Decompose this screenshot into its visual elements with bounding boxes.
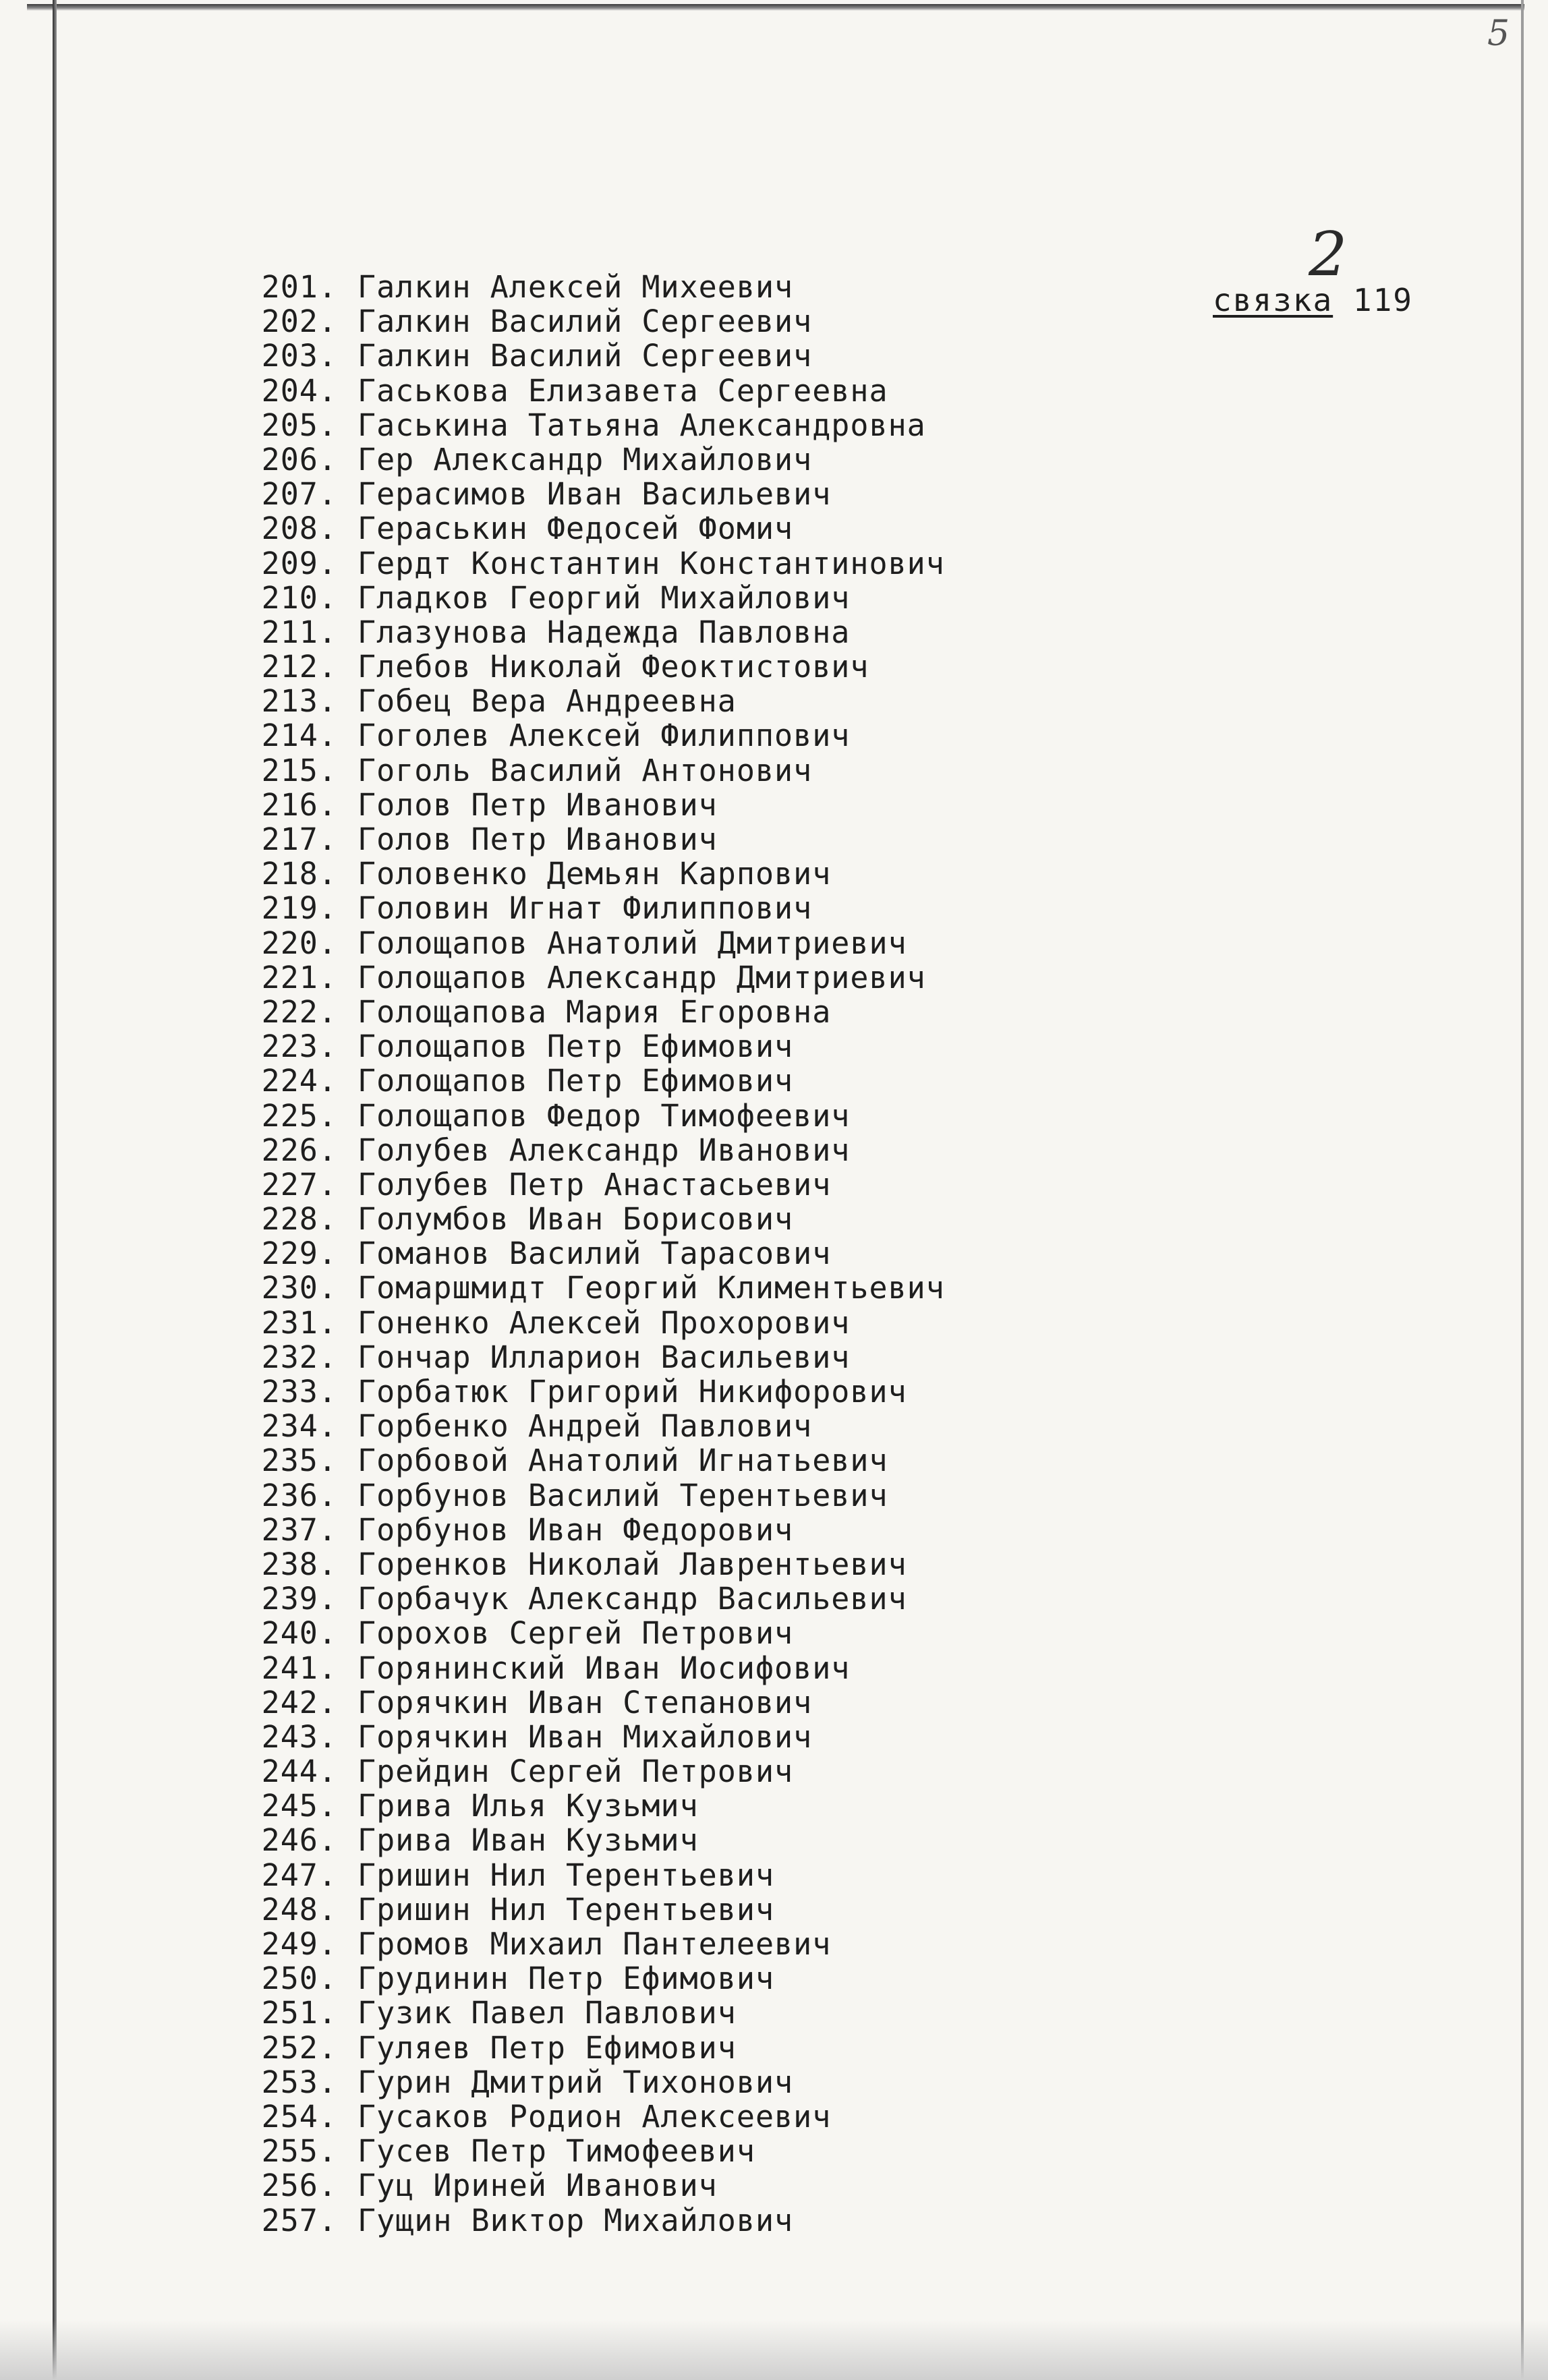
list-item bbox=[236, 684, 1315, 718]
entry-name: Гуц Ириней Иванович bbox=[357, 2168, 718, 2204]
list-item bbox=[236, 1374, 1315, 1409]
entry-number: 253. bbox=[261, 2064, 337, 2100]
entry-name: Голумбов Иван Борисович bbox=[357, 1201, 794, 1238]
entry-name: Головенко Демьян Карпович bbox=[357, 856, 832, 892]
entry-number: 220. bbox=[261, 925, 337, 961]
entry-name: Галкин Алексей Михеевич bbox=[357, 269, 794, 305]
entry-number: 243. bbox=[261, 1718, 337, 1755]
entry-name: Голощапов Федор Тимофеевич bbox=[357, 1097, 851, 1134]
entry-name: Громов Михаил Пантелеевич bbox=[357, 1926, 832, 1962]
entry-name: Голощапов Анатолий Дмитриевич bbox=[357, 925, 907, 961]
entry-number: 212. bbox=[261, 649, 337, 685]
list-item bbox=[236, 270, 1315, 304]
list-item bbox=[236, 891, 1315, 925]
entry-number: 237. bbox=[261, 1511, 337, 1548]
entry-number: 231. bbox=[261, 1304, 337, 1341]
list-item bbox=[236, 995, 1315, 1029]
list-item bbox=[236, 1754, 1315, 1789]
list-item bbox=[236, 753, 1315, 788]
entry-number: 232. bbox=[261, 1339, 337, 1375]
list-item bbox=[236, 546, 1315, 581]
list-item bbox=[236, 1720, 1315, 1754]
list-item bbox=[236, 2099, 1315, 2134]
entry-name: Гоненко Алексей Прохорович bbox=[357, 1304, 851, 1341]
list-item bbox=[236, 374, 1315, 408]
entry-name: Голощапов Петр Ефимович bbox=[357, 1028, 794, 1065]
entry-name: Голубев Александр Иванович bbox=[357, 1132, 851, 1168]
list-item bbox=[236, 1823, 1315, 1857]
entry-name: Голощапова Мария Егоровна bbox=[357, 993, 832, 1030]
list-item bbox=[236, 511, 1315, 546]
entry-name: Горянинский Иван Иосифович bbox=[357, 1650, 851, 1686]
entry-name: Гузик Павел Павлович bbox=[357, 1995, 737, 2031]
entry-name: Горбовой Анатолий Игнатьевич bbox=[357, 1443, 888, 1479]
entry-name: Гаськова Елизавета Сергеевна bbox=[357, 372, 888, 409]
top-edge-rule bbox=[27, 4, 1524, 11]
entry-name: Гущин Виктор Михайлович bbox=[357, 2202, 794, 2238]
entry-number: 247. bbox=[261, 1857, 337, 1893]
entry-number: 225. bbox=[261, 1097, 337, 1134]
entry-number: 233. bbox=[261, 1374, 337, 1410]
entry-name: Горохов Сергей Петрович bbox=[357, 1615, 794, 1652]
list-item bbox=[236, 442, 1315, 477]
list-item bbox=[236, 1202, 1315, 1236]
entry-number: 227. bbox=[261, 1166, 337, 1202]
list-item bbox=[236, 1996, 1315, 2030]
list-item bbox=[236, 1271, 1315, 1305]
entry-number: 207. bbox=[261, 476, 337, 513]
entry-number: 206. bbox=[261, 441, 337, 477]
entry-number: 216. bbox=[261, 786, 337, 823]
handwritten-mark: 2 bbox=[1309, 219, 1348, 290]
entry-number: 201. bbox=[261, 269, 337, 305]
list-item bbox=[236, 1927, 1315, 1961]
entry-number: 219. bbox=[261, 890, 337, 927]
entry-number: 211. bbox=[261, 614, 337, 650]
list-item bbox=[236, 1306, 1315, 1340]
right-page-edge bbox=[1521, 0, 1524, 2380]
entry-number: 229. bbox=[261, 1236, 337, 1272]
list-item bbox=[236, 1443, 1315, 1478]
entry-number: 214. bbox=[261, 718, 337, 754]
list-item bbox=[236, 2168, 1315, 2203]
entry-number: 252. bbox=[261, 2029, 337, 2066]
entry-name: Горячкин Иван Михайлович bbox=[357, 1718, 813, 1755]
entry-name: Голов Петр Иванович bbox=[357, 786, 718, 823]
entry-name: Герасимов Иван Васильевич bbox=[357, 476, 832, 513]
list-item bbox=[236, 649, 1315, 684]
entry-number: 228. bbox=[261, 1201, 337, 1238]
entry-name: Горбатюк Григорий Никифорович bbox=[357, 1374, 907, 1410]
entry-name: Горенков Николай Лаврентьевич bbox=[357, 1546, 907, 1582]
bundle-word: связка bbox=[1213, 282, 1334, 318]
entry-number: 202. bbox=[261, 303, 337, 340]
list-item bbox=[236, 581, 1315, 615]
entry-name: Гончар Илларион Васильевич bbox=[357, 1339, 851, 1375]
list-item bbox=[236, 1409, 1315, 1443]
list-item bbox=[236, 1133, 1315, 1167]
entry-name: Галкин Василий Сергеевич bbox=[357, 338, 813, 374]
entry-name: Горячкин Иван Степанович bbox=[357, 1684, 813, 1720]
entry-number: 245. bbox=[261, 1788, 337, 1824]
entry-number: 205. bbox=[261, 407, 337, 443]
entry-number: 224. bbox=[261, 1063, 337, 1099]
entry-name: Грива Иван Кузьмич bbox=[357, 1822, 699, 1859]
list-item bbox=[236, 1478, 1315, 1513]
entry-number: 242. bbox=[261, 1684, 337, 1720]
entry-number: 230. bbox=[261, 1270, 337, 1306]
entry-number: 221. bbox=[261, 959, 337, 995]
list-item bbox=[236, 408, 1315, 442]
list-item bbox=[236, 788, 1315, 822]
entry-name: Голубев Петр Анастасьевич bbox=[357, 1166, 832, 1202]
entry-name: Гаськина Татьяна Александровна bbox=[357, 407, 926, 443]
list-item bbox=[236, 960, 1315, 995]
entry-number: 250. bbox=[261, 1961, 337, 1997]
list-item bbox=[236, 1340, 1315, 1374]
entry-name: Гришин Нил Терентьевич bbox=[357, 1891, 775, 1927]
entry-name: Гоманов Василий Тарасович bbox=[357, 1236, 832, 1272]
list-item bbox=[236, 718, 1315, 753]
entry-name: Горбунов Василий Терентьевич bbox=[357, 1477, 888, 1513]
entry-number: 204. bbox=[261, 372, 337, 409]
list-item bbox=[236, 1581, 1315, 1616]
entry-number: 249. bbox=[261, 1926, 337, 1962]
list-item bbox=[236, 822, 1315, 857]
entry-name: Гришин Нил Терентьевич bbox=[357, 1857, 775, 1893]
entry-name: Гладков Георгий Михайлович bbox=[357, 579, 851, 616]
left-margin-rule bbox=[53, 0, 57, 2380]
entry-name: Глазунова Надежда Павловна bbox=[357, 614, 851, 650]
entry-number: 255. bbox=[261, 2133, 337, 2170]
entry-number: 210. bbox=[261, 579, 337, 616]
entry-name: Гоголь Василий Антонович bbox=[357, 752, 813, 788]
entry-number: 234. bbox=[261, 1408, 337, 1445]
entry-number: 226. bbox=[261, 1132, 337, 1168]
entry-number: 235. bbox=[261, 1443, 337, 1479]
entry-name: Горбачук Александр Васильевич bbox=[357, 1581, 907, 1617]
folio-number: 5 bbox=[1487, 13, 1510, 54]
list-item bbox=[236, 1616, 1315, 1650]
list-item bbox=[236, 1064, 1315, 1098]
entry-number: 251. bbox=[261, 1995, 337, 2031]
entry-number: 257. bbox=[261, 2202, 337, 2238]
entry-name: Грейдин Сергей Петрович bbox=[357, 1753, 794, 1790]
bundle-number: 119 bbox=[1352, 282, 1413, 318]
entry-number: 208. bbox=[261, 511, 337, 547]
list-item bbox=[236, 1099, 1315, 1133]
list-item bbox=[236, 1685, 1315, 1720]
entry-name: Горбунов Иван Федорович bbox=[357, 1511, 794, 1548]
entry-number: 213. bbox=[261, 683, 337, 720]
entry-name: Гусаков Родион Алексеевич bbox=[357, 2098, 832, 2135]
list-item bbox=[236, 1858, 1315, 1892]
entry-number: 222. bbox=[261, 993, 337, 1030]
entry-name: Гоголев Алексей Филиппович bbox=[357, 718, 851, 754]
entry-number: 218. bbox=[261, 856, 337, 892]
entry-number: 223. bbox=[261, 1028, 337, 1065]
entry-number: 239. bbox=[261, 1581, 337, 1617]
list-item bbox=[236, 304, 1315, 339]
list-item bbox=[236, 1547, 1315, 1581]
entry-number: 209. bbox=[261, 545, 337, 581]
entry-number: 203. bbox=[261, 338, 337, 374]
list-item bbox=[236, 477, 1315, 511]
entry-number: 240. bbox=[261, 1615, 337, 1652]
entry-number: 256. bbox=[261, 2168, 337, 2204]
list-item bbox=[236, 339, 1315, 373]
entry-name: Гераськин Федосей Фомич bbox=[357, 511, 794, 547]
list-item bbox=[236, 615, 1315, 649]
entry-name: Гусев Петр Тимофеевич bbox=[357, 2133, 755, 2170]
entry-name: Головин Игнат Филиппович bbox=[357, 890, 813, 927]
entry-number: 217. bbox=[261, 821, 337, 857]
entry-number: 254. bbox=[261, 2098, 337, 2135]
list-item bbox=[236, 2031, 1315, 2065]
entry-name: Грудинин Петр Ефимович bbox=[357, 1961, 775, 1997]
entry-name: Гомаршмидт Георгий Климентьевич bbox=[357, 1270, 945, 1306]
entry-name: Грива Илья Кузьмич bbox=[357, 1788, 699, 1824]
entry-name: Горбенко Андрей Павлович bbox=[357, 1408, 813, 1445]
entry-name: Гобец Вера Андреевна bbox=[357, 683, 737, 720]
entry-name: Голов Петр Иванович bbox=[357, 821, 718, 857]
list-item bbox=[236, 926, 1315, 960]
list-item bbox=[236, 2203, 1315, 2238]
entry-number: 238. bbox=[261, 1546, 337, 1582]
entry-name: Гер Александр Михайлович bbox=[357, 441, 813, 477]
name-list bbox=[236, 270, 1315, 2238]
entry-number: 241. bbox=[261, 1650, 337, 1686]
entry-name: Галкин Василий Сергеевич bbox=[357, 303, 813, 340]
entry-name: Гурин Дмитрий Тихонович bbox=[357, 2064, 794, 2100]
list-item bbox=[236, 1789, 1315, 1823]
entry-number: 248. bbox=[261, 1891, 337, 1927]
entry-name: Голощапов Петр Ефимович bbox=[357, 1063, 794, 1099]
entry-number: 246. bbox=[261, 1822, 337, 1859]
list-item bbox=[236, 1892, 1315, 1927]
list-item bbox=[236, 1651, 1315, 1685]
entry-name: Гуляев Петр Ефимович bbox=[357, 2029, 737, 2066]
list-item bbox=[236, 1029, 1315, 1064]
entry-number: 215. bbox=[261, 752, 337, 788]
entry-number: 236. bbox=[261, 1477, 337, 1513]
list-item bbox=[236, 2134, 1315, 2168]
entry-name: Голощапов Александр Дмитриевич bbox=[357, 959, 926, 995]
list-item bbox=[236, 1961, 1315, 1996]
entry-name: Гердт Константин Константинович bbox=[357, 545, 945, 581]
entry-number: 244. bbox=[261, 1753, 337, 1790]
list-item bbox=[236, 1236, 1315, 1271]
list-item bbox=[236, 2065, 1315, 2099]
list-item bbox=[236, 857, 1315, 891]
entry-name: Глебов Николай Феоктистович bbox=[357, 649, 869, 685]
list-item bbox=[236, 1513, 1315, 1547]
list-item bbox=[236, 1167, 1315, 1202]
bottom-scan-shadow bbox=[0, 2320, 1548, 2380]
